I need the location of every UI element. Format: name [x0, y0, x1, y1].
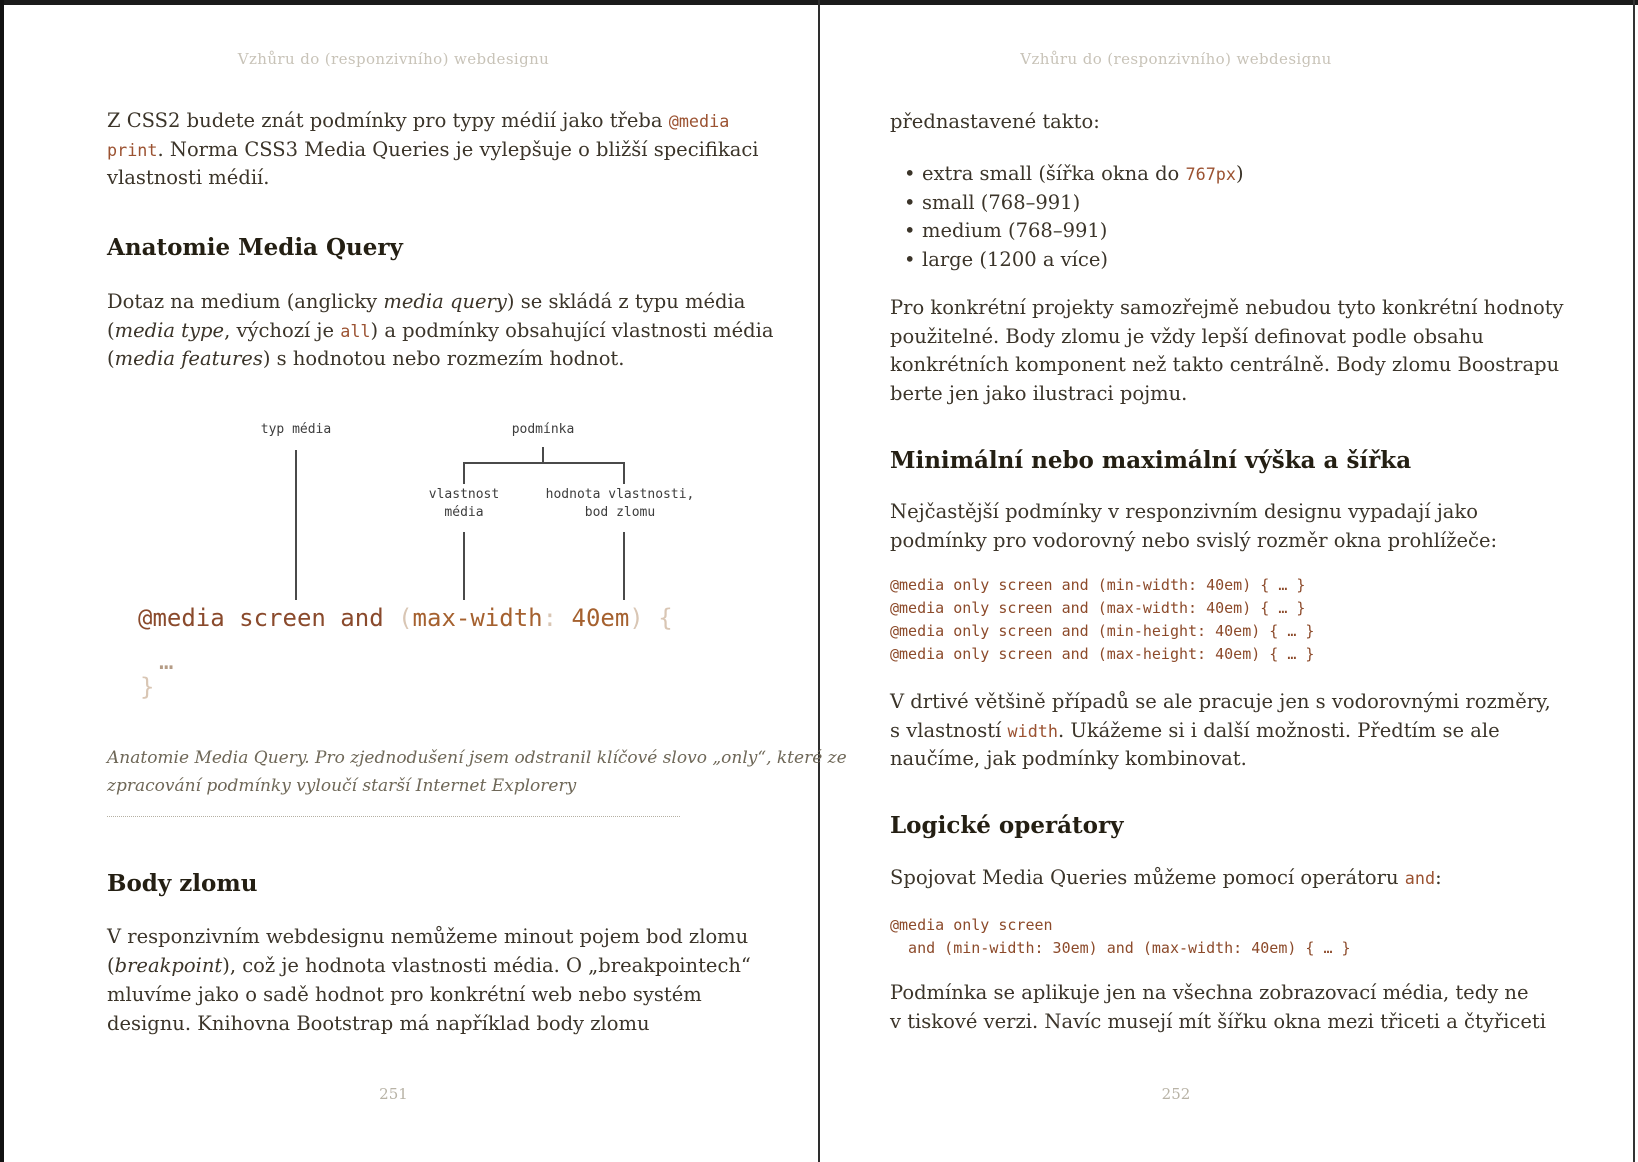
diagram-label-feature-line1: vlastnost [428, 487, 500, 502]
heading-body-zlomu: Body zlomu [107, 870, 258, 897]
diagram-line-media-type [295, 450, 297, 600]
running-head: Vzhůru do (responzivního) webdesignu [237, 50, 550, 68]
viewer-right-edge [1633, 0, 1635, 1162]
diagram-label-media-type: typ média [260, 422, 332, 437]
list-item-medium: • medium (768–991) [890, 217, 1244, 246]
diagram-line-value [623, 532, 625, 600]
list-item-small: • small (768–991) [890, 189, 1244, 218]
diagram-code-media-query: @media screen and (max-width: 40em) { [138, 604, 673, 632]
book-page-right [890, 0, 1564, 1162]
paragraph-and-operator: Spojovat Media Queries můžeme pomocí operátoru and: [890, 866, 1442, 889]
paragraph-bootstrap-values: Pro konkrétní projekty samozřejmě nebudou tyto konkrétní hodnoty použitelné. Body zlomu je vždy lepší definovat podle obsahu konkrétních komponent než takto centrálně. Body zlomu Boostrapu berte jen jako ilustraci pojmu. [890, 296, 1564, 405]
diagram-label-feature-line2: média [444, 505, 484, 520]
code-block-and-operator: @media only screen and (min-width: 30em) and (max-width: 40em) { … } [890, 916, 1351, 957]
book-page-left [107, 0, 847, 1162]
paragraph-condition-applies: Podmínka se aplikuje jen na všechna zobrazovací média, tedy ne v tiskové verzi. Navíc musejí mít šířku okna mezi třiceti a čtyřiceti [890, 981, 1546, 1033]
paragraph-intro: Z CSS2 budete znát podmínky pro typy médií jako třeba @media print. Norma CSS3 Media Queries je vylepšuje o bližší specifikaci vlastnosti médií. [107, 109, 759, 189]
diagram-line-bracket [463, 462, 625, 464]
heading-min-max: Minimální nebo maximální výška a šířka [890, 447, 1412, 474]
list-item-extra-small: • extra small (šířka okna do 767px) [890, 160, 1244, 189]
paragraph-preset-intro: přednastavené takto: [890, 110, 1100, 133]
page-number-left: 251 [379, 1085, 408, 1103]
breakpoint-list [890, 160, 1244, 274]
paragraph-common-conditions: Nejčastější podmínky v responzivním designu vypadají jako podmínky pro vodorovný nebo svislý rozměr okna prohlížeče: [890, 500, 1498, 552]
diagram-label-value-line2: bod zlomu [584, 505, 656, 520]
viewer-left-edge [0, 0, 4, 1162]
diagram-code-closing-brace: } [140, 673, 155, 701]
diagram-line-condition-stub [542, 447, 544, 462]
diagram-line-bracket-right [623, 462, 625, 484]
diagram-line-bracket-left [463, 462, 465, 484]
diagram-label-condition: podmínka [511, 422, 575, 437]
list-item-large: • large (1200 a více) [890, 246, 1244, 275]
figure-caption: Anatomie Media Query. Pro zjednodušení jsem odstranil klíčové slovo „only“, které ze zpracování podmínky vyloučí starší Internet Explorery [107, 748, 847, 796]
running-head: Vzhůru do (responzivního) webdesignu [1020, 50, 1332, 68]
diagram-line-feature [463, 532, 465, 600]
code-block-min-max: @media only screen and (min-width: 40em) { … } @media only screen and (max-width: 40em) { … } @media only screen and (min-height: 40em) { … } @media only screen and (max-height: 40em) { … } [890, 576, 1315, 663]
heading-logical-operators: Logické operátory [890, 812, 1124, 839]
section-divider [107, 816, 680, 817]
diagram-code-ellipsis: … [159, 647, 174, 675]
paragraph-breakpoints: V responzivním webdesignu nemůžeme minout pojem bod zlomu (breakpoint), což je hodnota vlastnosti média. O „breakpointech“ mluvíme jako o sadě hodnot pro konkrétní web nebo systém designu. Knihovna Bootstrap má například body zlomu [107, 925, 751, 1035]
diagram-label-value-line1: hodnota vlastnosti, [545, 487, 695, 502]
page-number-right: 252 [1161, 1085, 1191, 1103]
page-divider [818, 0, 820, 1162]
paragraph-width-property: V drtivé většině případů se ale pracuje jen s vodorovnými rozměry, s vlastností width. Ukážeme si i další možnosti. Předtím se ale naučíme, jak podmínky kombinovat. [890, 690, 1551, 770]
paragraph-media-query-definition: Dotaz na medium (anglicky media query) se skládá z typu média (media type, výchozí je all) a podmínky obsahující vlastnosti média (media features) s hodnotou nebo rozmezím hodnot. [107, 290, 774, 370]
heading-anatomie-media-query: Anatomie Media Query [107, 234, 403, 261]
